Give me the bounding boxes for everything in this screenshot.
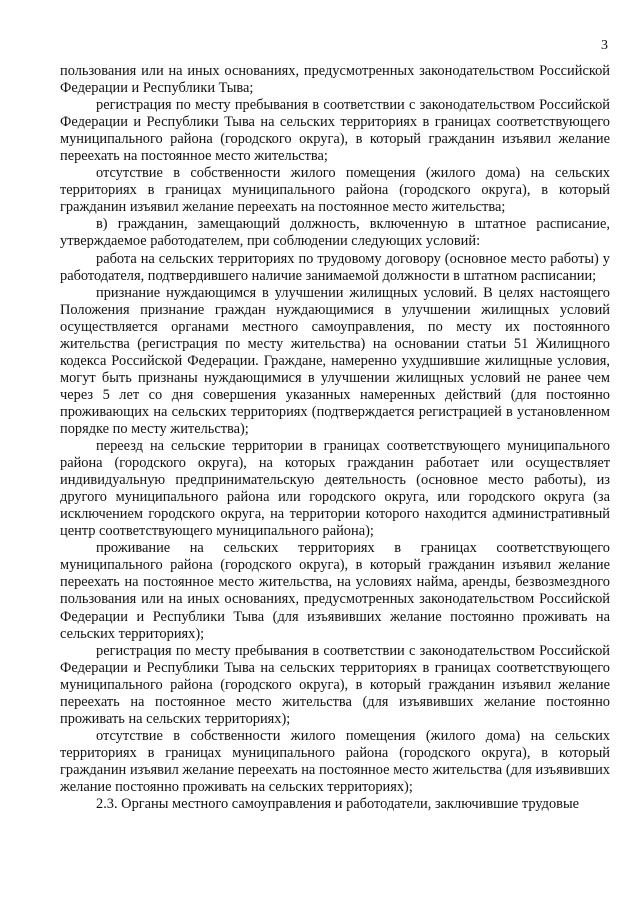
- paragraph-residence: проживание на сельских территориях в границах соответствующего муниципального района (городского округа), в который гражданин изъявил желание переехать на постоянное место жительства, на условиях найма, аренды, безвозмездного пользования или на иных основаниях, предусмотренных законодательством Российской Федерации и Республики Тыва (для изъявивших желание постоянно проживать на сельских территориях);: [60, 540, 610, 642]
- document-body: [60, 63, 610, 813]
- page-number: 3: [601, 38, 608, 53]
- paragraph-registration-permanent: регистрация по месту пребывания в соответствии с законодательством Российской Федерации и Республики Тыва на сельских территориях в границах соответствующего муниципального района (городского округа), в который гражданин изъявил желание переехать на постоянное место жительства (для изъявивших желание постоянно проживать на сельских территориях);: [60, 642, 610, 727]
- paragraph-relocation: переезд на сельские территории в границах соответствующего муниципального района (городского округа), на которых гражданин работает или осуществляет индивидуальную предпринимательскую деятельность (основное место работы), из другого муниципального района или городского округа, или городского округа (за исключением городского округа, на территории которого находится административный центр соответствующего муниципального района);: [60, 438, 610, 540]
- paragraph-employment: работа на сельских территориях по трудовому договору (основное место работы) у работодателя, подтвердившего наличие занимаемой должности в штатном расписании;: [60, 250, 610, 284]
- paragraph-no-property-permanent: отсутствие в собственности жилого помещения (жилого дома) на сельских территориях в границах муниципального района (городского округа), в который гражданин изъявил желание переехать на постоянное место жительства (для изъявивших желание постоянно проживать на сельских территориях);: [60, 727, 610, 795]
- paragraph-section-2-3: 2.3. Органы местного самоуправления и работодатели, заключившие трудовые: [96, 796, 580, 813]
- paragraph-registration: регистрация по месту пребывания в соответствии с законодательством Российской Федерации и Республики Тыва на сельских территориях в границах соответствующего муниципального района (городского округа), в который гражданин изъявил желание переехать на постоянное место жительства;: [60, 97, 610, 165]
- paragraph-no-property: отсутствие в собственности жилого помещения (жилого дома) на сельских территориях в границах муниципального района (городского округа), в который гражданин изъявил желание переехать на постоянное место жительства;: [60, 165, 610, 216]
- paragraph-housing-need: признание нуждающимся в улучшении жилищных условий. В целях настоящего Положения признание граждан нуждающимися в улучшении жилищных условий осуществляется органами местного самоуправления, по месту их постоянного жительства (регистрация по месту жительства) на основании статьи 51 Жилищного кодекса Российской Федерации. Граждане, намеренно ухудшившие жилищные условия, могут быть признаны нуждающимися в улучшении жилищных условий не ранее чем через 5 лет со дня совершения указанных намеренных действий (для постоянно проживающих на сельских территориях (подтверждается регистрацией в установленном порядке по месту жительства);: [60, 284, 610, 437]
- paragraph-continuation: пользования или на иных основаниях, предусмотренных законодательством Российской Федерации и Республики Тыва;: [60, 63, 610, 97]
- paragraph-item-v: в) гражданин, замещающий должность, включенную в штатное расписание, утверждаемое работодателем, при соблюдении следующих условий:: [60, 216, 610, 250]
